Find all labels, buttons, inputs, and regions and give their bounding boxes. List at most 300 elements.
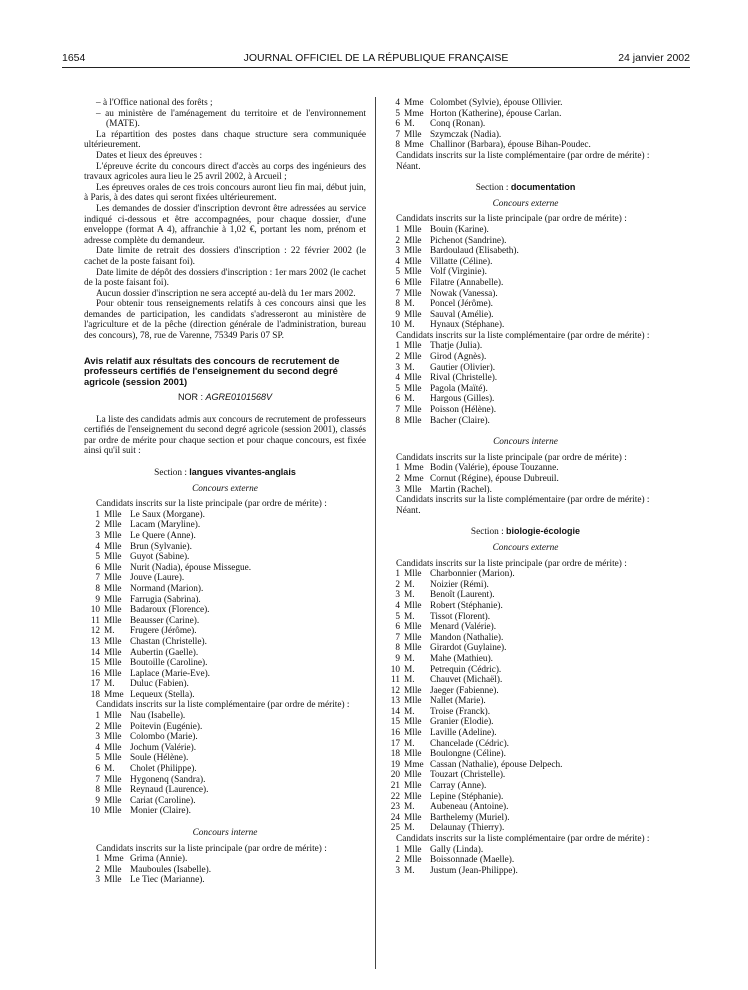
rank-number: 11 [391,675,400,686]
candidate-name: Guyot (Sabine). [130,552,190,563]
concours-heading: Concours externe [192,483,258,494]
intro-item: – au ministère de l'aménagement du territoire et de l'environnement (MATE). [96,108,366,130]
list-item [84,658,366,669]
list-item [384,665,667,676]
list-item [84,732,366,743]
rank-number: 2 [395,474,400,484]
rank-number: 7 [95,573,100,584]
page-number: 1654 [62,52,86,64]
rank-number: 1 [395,341,400,352]
concours-heading: Concours interne [493,437,558,448]
rank-number: 17 [90,679,100,690]
civility: Mlle [104,668,122,679]
list-item [384,696,667,707]
list-item [384,246,667,257]
civility: Mme [404,108,424,119]
rank-number: 3 [395,362,400,373]
candidate-list [384,845,667,877]
list-label: Candidats inscrits sur la liste principale (par ordre de mérite) : [396,214,627,225]
civility: Mlle [404,812,422,823]
civility: M. [404,675,415,686]
rank-number: 1 [395,844,400,855]
rank-number: 6 [395,622,400,633]
candidate-name: Bacher (Claire). [430,415,490,426]
candidate-list [384,98,667,151]
list-item [384,654,667,665]
list-item [384,580,667,591]
rank-number: 9 [95,795,100,806]
list-item [384,792,667,803]
candidate-name: Carray (Anne). [430,781,487,792]
candidate-name: Conq (Ronan). [430,119,486,130]
list-item [384,384,667,395]
rank-number: 6 [95,562,100,573]
candidate-name: Chancelade (Cédric). [430,738,509,749]
civility: Mlle [404,484,422,495]
list-item [384,633,667,644]
candidate-name: Cassan (Nathalie), épouse Delpech. [430,759,563,770]
candidate-name: Granier (Elodie). [430,717,494,728]
civility: Mlle [104,711,122,722]
civility: Mlle [404,373,422,384]
section-heading: Section : langues vivantes-anglais [154,467,296,479]
civility: Mlle [104,806,122,817]
rank-number: 9 [395,309,400,320]
civility: Mlle [104,509,122,520]
civility: M. [404,738,415,749]
civility: Mlle [404,643,422,654]
civility: Mlle [404,844,422,855]
rank-number: 7 [395,129,400,140]
civility: Mlle [104,520,122,531]
rank-number: 3 [95,732,100,743]
list-empty: Néant. [396,161,421,172]
list-item [384,474,667,485]
rank-number: 5 [395,108,400,119]
list-item [84,785,366,796]
list-label: Candidats inscrits sur la liste principale (par ordre de mérite) : [96,843,327,854]
journal-title: JOURNAL OFFICIEL DE LA RÉPUBLIQUE FRANÇAISE [243,52,509,64]
candidate-name: Girod (Agnès). [430,352,487,363]
section-name: biologie-écologie [506,526,581,537]
list-item [384,109,667,120]
list-item [384,717,667,728]
rank-number: 1 [395,463,400,474]
civility: Mme [404,463,424,474]
civility: Mlle [404,405,422,416]
civility: Mlle [104,583,122,594]
rank-number: 6 [395,394,400,405]
rank-number: 4 [95,742,100,753]
rank-number: 20 [390,770,400,781]
rank-number: 17 [390,738,400,749]
rank-number: 24 [390,812,400,823]
civility: Mlle [404,632,422,643]
list-empty: Néant. [396,505,421,516]
list-item [384,813,667,824]
civility: Mlle [104,864,122,875]
candidate-name: Chastan (Christelle). [130,636,207,647]
list-item [384,643,667,654]
candidate-name: Normand (Marion). [130,583,204,594]
list-item [384,236,667,247]
list-item [384,749,667,760]
right-column [384,98,667,876]
civility: M. [104,679,115,690]
civility: Mlle [104,552,122,563]
candidate-name: Lepine (Stéphanie). [430,791,504,802]
civility: Mlle [404,415,422,426]
list-item [84,722,366,733]
civility: Mlle [104,615,122,626]
candidate-name: Farrugia (Sabrina). [130,594,201,605]
list-item [384,267,667,278]
candidate-name: Rival (Christelle). [430,373,498,384]
civility: Mlle [404,696,422,707]
rank-number: 18 [90,689,100,700]
candidate-name: Colombet (Sylvie), épouse Ollivier. [430,98,563,108]
list-item [84,563,366,574]
candidate-name: Duluc (Fabien). [130,679,189,690]
paragraph: Pour obtenir tous renseignements relatifs à ces concours ainsi que les demandes de participation, les candidats s'adresseront au ministère de l'agriculture et de la pêche (direction générale de l'administration, bureau des concours), 78, rue de Varenne, 75349 Paris 07 SP. [84,299,366,342]
candidate-name: Horton (Katherine), épouse Carlan. [430,108,562,119]
candidate-name: Gautier (Olivier). [430,362,496,373]
civility: M. [404,653,415,664]
rank-number: 10 [90,605,100,616]
list-label: Candidats inscrits sur la liste complémentaire (par ordre de mérite) : [396,834,650,844]
avis-intro: La liste des candidats admis aux concours de recrutement de professeurs certifiés de l'enseignement du second degré agricole (session 2001), classés par ordre de mérite pour chaque section et pour chaque concours, est fixée ainsi qu'il suit : [84,414,366,457]
rank-number: 1 [95,711,100,722]
candidate-name: Nurit (Nadia), épouse Missegue. [130,562,252,573]
candidate-list [384,569,667,834]
section-heading: Section : biologie-écologie [470,526,581,538]
list-item [84,552,366,563]
list-item [384,463,667,474]
rank-number: 12 [390,685,400,696]
list-item [384,770,667,781]
civility: Mlle [404,256,422,267]
candidate-name: Lequeux (Stella). [130,689,195,700]
list-item [384,760,667,771]
candidate-name: Frugere (Jérôme). [130,626,197,637]
candidate-name: Nallet (Marie). [430,696,486,707]
rank-number: 16 [90,668,100,679]
candidate-name: Boutoille (Caroline). [130,658,208,669]
nor-reference [84,392,366,403]
rank-number: 6 [395,277,400,288]
list-item [384,855,667,866]
list-item [84,669,366,680]
list-item [384,225,667,236]
list-item [384,310,667,321]
civility: Mlle [404,855,422,866]
list-item [84,531,366,542]
rank-number: 3 [395,590,400,601]
rank-number: 3 [95,875,100,886]
rank-number: 2 [95,721,100,732]
civility: Mlle [104,774,122,785]
list-item [84,573,366,584]
rank-number: 8 [395,643,400,654]
civility: M. [404,299,415,310]
section-heading: Section : documentation [475,182,576,194]
left-column [84,98,366,886]
rank-number: 6 [395,119,400,130]
rank-number: 10 [390,664,400,675]
civility: M. [404,579,415,590]
candidate-name: Chauvet (Michaël). [430,675,503,686]
list-label: Candidats inscrits sur la liste complémentaire (par ordre de mérite) : [396,330,650,341]
list-item [384,257,667,268]
paragraph: Aucun dossier d'inscription ne sera accepté au-delà du 1er mars 2002. [96,288,356,299]
concours-heading: Concours externe [492,198,559,209]
candidate-name: Benoît (Laurent). [430,590,495,601]
list-item [84,648,366,659]
candidate-name: Monier (Claire). [130,806,191,817]
list-item [84,775,366,786]
civility: Mlle [404,352,422,363]
candidate-name: Bouin (Karine). [430,224,489,235]
rank-number: 23 [390,802,400,813]
list-item [384,352,667,363]
civility: M. [404,362,415,373]
rank-number: 10 [90,806,100,817]
intro-item: – à l'Office national des forêts ; [96,98,213,108]
rank-number: 11 [91,615,100,626]
list-item [384,130,667,141]
candidate-name: Jaeger (Fabienne). [430,685,499,696]
rank-number: 5 [95,753,100,764]
list-item [384,119,667,130]
list-item [384,675,667,686]
list-item [384,802,667,813]
candidate-name: Le Saux (Morgane). [130,509,205,520]
page-header [62,50,690,66]
list-item [84,542,366,553]
civility: Mlle [404,267,422,278]
list-item [384,394,667,405]
rank-number: 8 [95,785,100,796]
section-name: documentation [510,182,576,193]
candidate-name: Delaunay (Thierry). [430,823,505,834]
candidate-name: Bardoulaud (Elisabeth). [430,246,519,257]
list-item [384,845,667,856]
rank-number: 18 [390,749,400,760]
civility: M. [404,664,415,675]
civility: M. [404,802,415,813]
civility: Mlle [104,573,122,584]
civility: Mlle [404,129,422,140]
rank-number: 8 [395,140,400,151]
list-label: Candidats inscrits sur la liste complémentaire (par ordre de mérite) : [96,700,350,711]
candidate-name: Brun (Sylvanie). [130,541,192,552]
candidate-name: Touzart (Christelle). [430,770,506,781]
rank-number: 7 [395,288,400,299]
candidate-list [84,711,366,817]
civility: Mlle [404,235,422,246]
list-item [84,875,366,886]
candidate-name: Barthelemy (Muriel). [430,812,510,823]
candidate-name: Hygonenq (Sandra). [130,774,206,785]
candidate-name: Cholet (Philippe). [130,764,197,775]
civility: Mlle [104,562,122,573]
candidate-name: Boulongne (Céline). [430,749,506,760]
list-item [84,865,366,876]
rank-number: 15 [390,717,400,728]
list-item [384,866,667,877]
list-item [84,753,366,764]
civility: Mlle [104,530,122,541]
civility: Mlle [404,383,422,394]
civility: Mlle [404,728,422,739]
candidate-name: Grima (Annie). [130,854,188,865]
civility: Mlle [104,636,122,647]
list-item [384,140,667,151]
civility: Mlle [404,277,422,288]
list-item [384,299,667,310]
candidate-name: Jochum (Valérie). [130,742,197,753]
list-label: Candidats inscrits sur la liste principale (par ordre de mérite) : [396,452,627,463]
candidate-name: Pichenot (Sandrine). [430,235,507,246]
civility: Mlle [404,749,422,760]
candidate-list [384,341,667,426]
rank-number: 7 [395,632,400,643]
candidate-name: Laville (Adeline). [430,728,497,739]
candidate-name: Hynaux (Stéphane). [430,320,505,331]
list-item [84,711,366,722]
rank-number: 5 [395,383,400,394]
candidate-name: Poncel (Jérôme). [430,299,493,310]
candidate-name: Filatre (Annabelle). [430,277,504,288]
civility: Mme [404,140,424,151]
rank-number: 1 [95,854,100,865]
civility: Mlle [104,721,122,732]
rank-number: 4 [95,541,100,552]
rank-number: 2 [395,579,400,590]
list-item [84,637,366,648]
rank-number: 3 [395,865,400,876]
rank-number: 8 [95,583,100,594]
candidate-name: Tissot (Florent). [430,611,491,622]
civility: Mme [104,689,124,700]
rank-number: 2 [395,352,400,363]
candidate-name: Aubeneau (Antoine). [430,802,509,813]
list-item [384,569,667,580]
rank-number: 6 [95,764,100,775]
rank-number: 1 [95,509,100,520]
civility: M. [404,706,415,717]
list-item [384,601,667,612]
rank-number: 3 [395,484,400,495]
candidate-name: Noizier (Rémi). [430,579,489,590]
nor-value: AGRE0101568V [205,392,273,403]
candidate-name: Pagola (Maïté). [430,383,488,394]
civility: Mlle [404,622,422,633]
list-item [384,622,667,633]
civility: Mlle [404,600,422,611]
rank-number: 1 [395,224,400,235]
civility: Mlle [404,770,422,781]
rank-number: 19 [390,759,400,770]
list-item [84,743,366,754]
candidate-name: Cariat (Caroline). [130,795,196,806]
concours-heading: Concours interne [192,828,258,839]
civility: Mlle [104,875,122,886]
list-item [384,707,667,718]
list-item [84,605,366,616]
rank-number: 7 [95,774,100,785]
civility: Mlle [104,753,122,764]
rank-number: 10 [390,320,400,331]
candidate-name: Beausser (Carine). [130,615,200,626]
candidate-name: Reynaud (Laurence). [130,785,209,796]
list-item [84,796,366,807]
list-item [84,626,366,637]
candidate-name: Mandon (Nathalie). [430,632,504,643]
candidate-name: Menard (Valérie). [430,622,497,633]
civility: Mme [104,854,124,865]
civility: Mlle [104,785,122,796]
candidate-name: Colombo (Marie). [130,732,198,743]
rank-number: 16 [390,728,400,739]
candidate-name: Mauboules (Isabelle). [130,864,212,875]
paragraph: Dates et lieux des épreuves : [96,150,203,161]
civility: M. [404,394,415,405]
list-item [384,373,667,384]
civility: Mme [404,98,424,108]
list-item [384,781,667,792]
candidate-name: Bodin (Valérie), épouse Touzanne. [430,463,559,474]
candidate-list [384,225,667,331]
candidate-list [84,510,366,701]
civility: Mlle [104,658,122,669]
civility: Mlle [404,288,422,299]
candidate-name: Thatje (Julia). [430,341,483,352]
paragraph: Date limite de retrait des dossiers d'inscription : 22 février 2002 (le cachet de la poste faisant foi). [84,246,366,267]
rank-number: 12 [90,626,100,637]
candidate-name: Badaroux (Florence). [130,605,210,616]
candidate-name: Le Tiec (Marianne). [130,875,205,886]
candidate-name: Robert (Stéphanie). [430,600,503,611]
civility: Mlle [404,791,422,802]
list-item [384,289,667,300]
list-label: Candidats inscrits sur la liste principale (par ordre de mérite) : [96,499,327,510]
civility: M. [404,320,415,331]
candidate-name: Sauval (Amélie). [430,309,494,320]
list-label: Candidats inscrits sur la liste complémentaire (par ordre de mérite) : [396,495,650,506]
list-item [384,590,667,601]
civility: M. [104,764,115,775]
rank-number: 14 [390,706,400,717]
list-item [84,854,366,865]
candidate-name: Mahe (Mathieu). [430,653,493,664]
civility: Mlle [404,569,422,580]
civility: Mlle [404,246,422,257]
list-item [384,405,667,416]
candidate-name: Girardot (Guylaine). [430,643,507,654]
rank-number: 3 [95,530,100,541]
civility: Mlle [104,594,122,605]
rank-number: 1 [395,569,400,580]
civility: Mlle [104,605,122,616]
list-item [384,728,667,739]
candidate-name: Cornut (Régine), épouse Dubreuil. [430,474,559,484]
rank-number: 3 [395,246,400,257]
rank-number: 21 [390,781,400,792]
candidate-name: Justum (Jean-Philippe). [430,865,518,876]
rank-number: 8 [395,415,400,426]
candidate-name: Soule (Hélène). [130,753,189,764]
